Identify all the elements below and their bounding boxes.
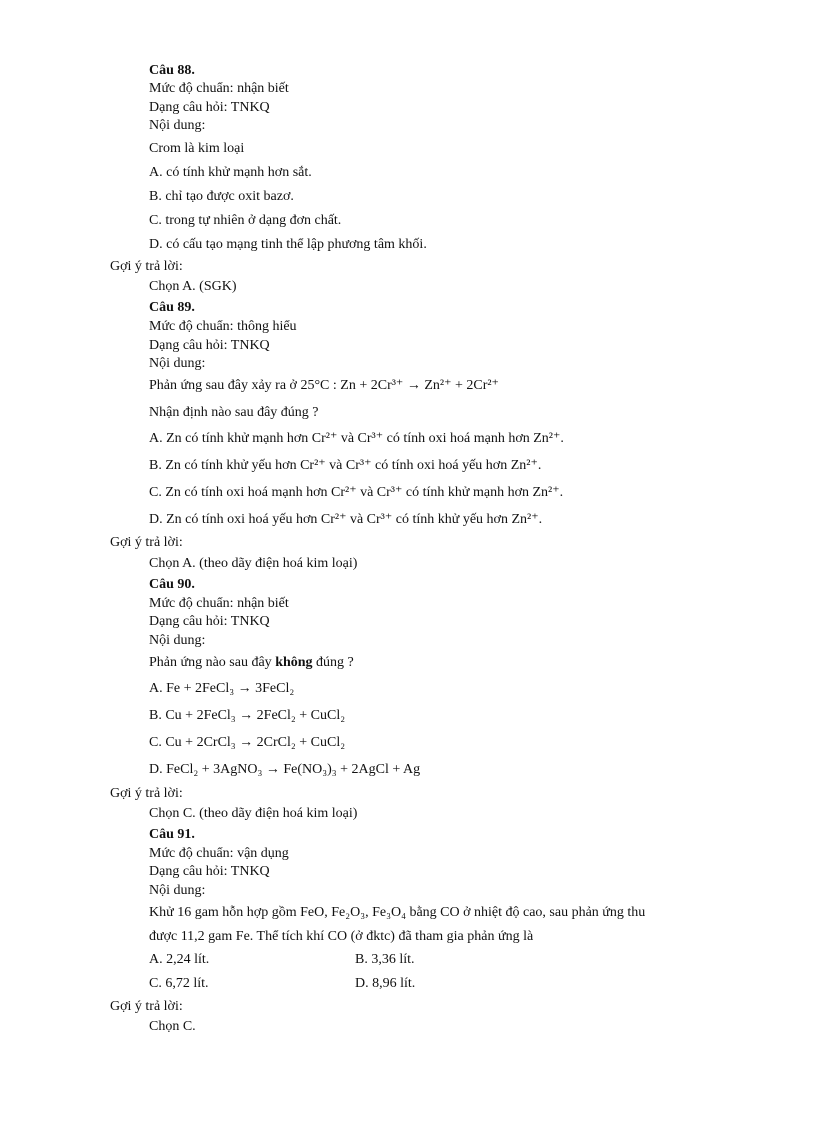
- option-c: C. trong tự nhiên ở dạng đơn chất.: [149, 213, 342, 228]
- content-label: Nội dung:: [149, 883, 206, 898]
- question-title: Câu 89.: [149, 300, 195, 315]
- question-level: Mức độ chuẩn: nhận biết: [149, 81, 289, 96]
- content-label: Nội dung:: [149, 633, 206, 648]
- option-d: D. có cấu tạo mạng tinh thể lập phương tâm khối.: [149, 237, 427, 252]
- option-d: D. 8,96 lít.: [355, 976, 416, 991]
- option-c: C. Cu + 2CrCl₃ → 2CrCl₂ + CuCl₂: [149, 735, 346, 750]
- question-stem: Phản ứng sau đây xảy ra ở 25°C : Zn + 2Cr³⁺ → Zn²⁺ + 2Cr²⁺: [149, 378, 499, 393]
- question-stem: Phản ứng nào sau đây không đúng ?: [149, 655, 354, 670]
- hint-label: Gợi ý trả lời:: [110, 999, 183, 1014]
- option-b: B. chỉ tạo được oxit bazơ.: [149, 189, 294, 204]
- question-type: Dạng câu hỏi: TNKQ: [149, 100, 270, 115]
- hint-label: Gợi ý trả lời:: [110, 535, 183, 550]
- answer: Chọn C.: [149, 1019, 196, 1034]
- hint-label: Gợi ý trả lời:: [110, 259, 183, 274]
- option-a: A. Fe + 2FeCl₃ → 3FeCl₂: [149, 681, 295, 696]
- answer: Chọn A. (SGK): [149, 279, 237, 294]
- answer: Chọn C. (theo dãy điện hoá kim loại): [149, 806, 358, 821]
- option-c: C. 6,72 lít.: [149, 976, 209, 991]
- question-stem-2: Nhận định nào sau đây đúng ?: [149, 405, 319, 420]
- option-d: D. Zn có tính oxi hoá yếu hơn Cr²⁺ và Cr³⁺ có tính khử yếu hơn Zn²⁺.: [149, 512, 543, 527]
- question-level: Mức độ chuẩn: thông hiểu: [149, 319, 297, 334]
- question-type: Dạng câu hỏi: TNKQ: [149, 864, 270, 879]
- option-d: D. FeCl₂ + 3AgNO₃ → Fe(NO₃)₃ + 2AgCl + Ag: [149, 762, 421, 777]
- question-level: Mức độ chuẩn: vận dụng: [149, 846, 289, 861]
- answer: Chọn A. (theo dãy điện hoá kim loại): [149, 556, 358, 571]
- option-a: A. có tính khử mạnh hơn sắt.: [149, 165, 312, 180]
- question-title: Câu 91.: [149, 827, 195, 842]
- question-type: Dạng câu hỏi: TNKQ: [149, 614, 270, 629]
- question-stem: Khử 16 gam hỗn hợp gồm FeO, Fe₂O₃, Fe₃O₄ bằng CO ở nhiệt độ cao, sau phản ứng thu: [149, 905, 646, 920]
- content-label: Nội dung:: [149, 118, 206, 133]
- question-title: Câu 90.: [149, 577, 195, 592]
- option-a: A. Zn có tính khử mạnh hơn Cr²⁺ và Cr³⁺ có tính oxi hoá mạnh hơn Zn²⁺.: [149, 431, 564, 446]
- content-label: Nội dung:: [149, 356, 206, 371]
- question-level: Mức độ chuẩn: nhận biết: [149, 596, 289, 611]
- question-stem-2: được 11,2 gam Fe. Thể tích khí CO (ở đktc) đã tham gia phản ứng là: [149, 929, 534, 944]
- question-stem: Crom là kim loại: [149, 141, 245, 156]
- hint-label: Gợi ý trả lời:: [110, 786, 183, 801]
- option-a: A. 2,24 lít.: [149, 952, 210, 967]
- option-b: B. 3,36 lít.: [355, 952, 415, 967]
- option-b: B. Zn có tính khử yếu hơn Cr²⁺ và Cr³⁺ có tính oxi hoá yếu hơn Zn²⁺.: [149, 458, 542, 473]
- question-title: Câu 88.: [149, 63, 195, 78]
- option-c: C. Zn có tính oxi hoá mạnh hơn Cr²⁺ và Cr³⁺ có tính khử mạnh hơn Zn²⁺.: [149, 485, 564, 500]
- option-b: B. Cu + 2FeCl₃ → 2FeCl₂ + CuCl₂: [149, 708, 346, 723]
- question-type: Dạng câu hỏi: TNKQ: [149, 338, 270, 353]
